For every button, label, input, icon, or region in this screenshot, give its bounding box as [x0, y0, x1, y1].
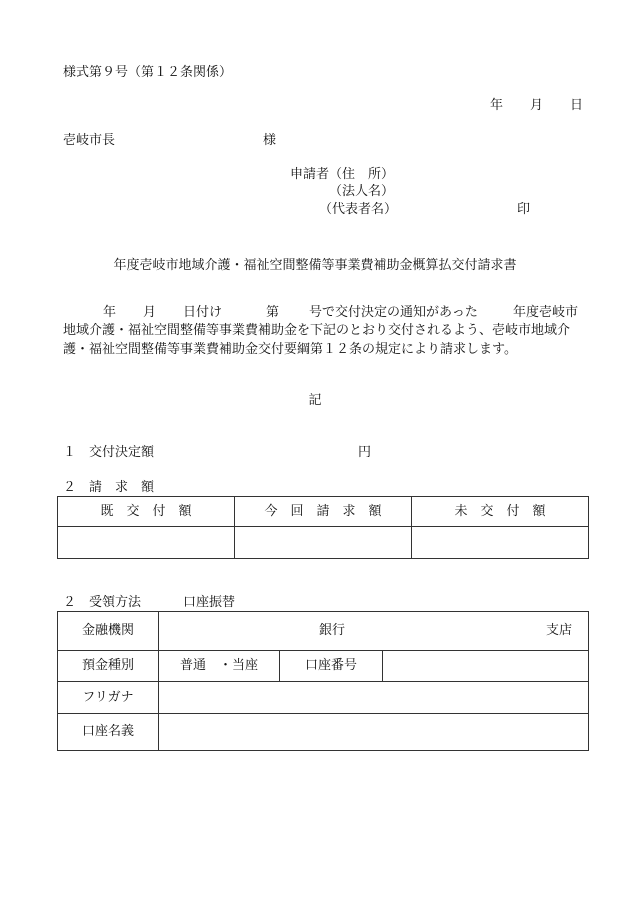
section2-label: ２ 請 求 額 [63, 480, 155, 495]
this-claim-cell[interactable] [235, 527, 412, 559]
bank-account-table [57, 611, 589, 751]
date-year-label: 年 [490, 98, 504, 113]
addressee-honorific: 様 [263, 133, 277, 148]
already-paid-cell[interactable] [58, 527, 235, 559]
body-year-tail: 年度壱岐市 [513, 305, 579, 320]
ki-marker: 記 [308, 393, 322, 408]
bank-suffix: 銀行 [319, 623, 346, 638]
unpaid-cell[interactable] [412, 527, 589, 559]
applicant-rep-label: （代表者名） [319, 202, 398, 217]
claim-amount-table [57, 496, 589, 559]
furigana-cell[interactable] [159, 682, 589, 714]
section1-label: １ 交付決定額 [63, 445, 155, 460]
furigana-label: フリガナ [58, 682, 159, 714]
body-month: 月 [143, 305, 157, 320]
form-number: 様式第９号（第１２条関係） [63, 65, 233, 80]
body-line-3: 護・福祉空間整備等事業費補助金交付要綱第１２条の規定により請求します。 [63, 342, 517, 357]
account-name-row [58, 714, 589, 751]
receipt-method: 口座振替 [183, 595, 236, 610]
claim-header-row [58, 497, 589, 527]
claim-value-row [58, 527, 589, 559]
account-name-label: 口座名義 [58, 714, 159, 751]
document-title: 年度壱岐市地域介護・福祉空間整備等事業費補助金概算払交付請求書 [113, 258, 517, 273]
account-type-row [58, 651, 589, 682]
seal-mark: 印 [517, 202, 531, 217]
body-day-date: 日付け [183, 305, 223, 320]
body-year: 年 [103, 305, 117, 320]
account-number-cell[interactable] [383, 651, 589, 682]
account-type-label: 預金種別 [58, 651, 159, 682]
section1-unit: 円 [358, 445, 372, 460]
header-already-paid: 既 交 付 額 [58, 497, 235, 527]
account-name-cell[interactable] [159, 714, 589, 751]
bank-label: 金融機関 [58, 612, 159, 651]
account-type-options[interactable]: 普通 ・当座 [159, 651, 280, 682]
furigana-row [58, 682, 589, 714]
applicant-address-label: （住 所） [329, 167, 395, 182]
bank-value-cell[interactable] [159, 612, 589, 651]
body-dai: 第 [266, 305, 280, 320]
date-month-label: 月 [530, 98, 544, 113]
header-unpaid: 未 交 付 額 [412, 497, 589, 527]
body-line-2: 地域介護・福祉空間整備等事業費補助金を下記のとおり交付されるよう、壱岐市地域介 [63, 323, 571, 338]
date-day-label: 日 [570, 98, 584, 113]
branch-suffix: 支店 [546, 623, 573, 638]
header-this-claim: 今 回 請 求 額 [235, 497, 412, 527]
bank-row [58, 612, 589, 651]
body-notice-text: 号で交付決定の通知があった [309, 305, 478, 320]
applicant-corp-label: （法人名） [329, 184, 395, 199]
applicant-label: 申請者 [290, 167, 330, 182]
account-number-label: 口座番号 [280, 651, 383, 682]
section3-label: ２ 受領方法 [63, 595, 142, 610]
addressee-name: 壱岐市長 [63, 133, 116, 148]
